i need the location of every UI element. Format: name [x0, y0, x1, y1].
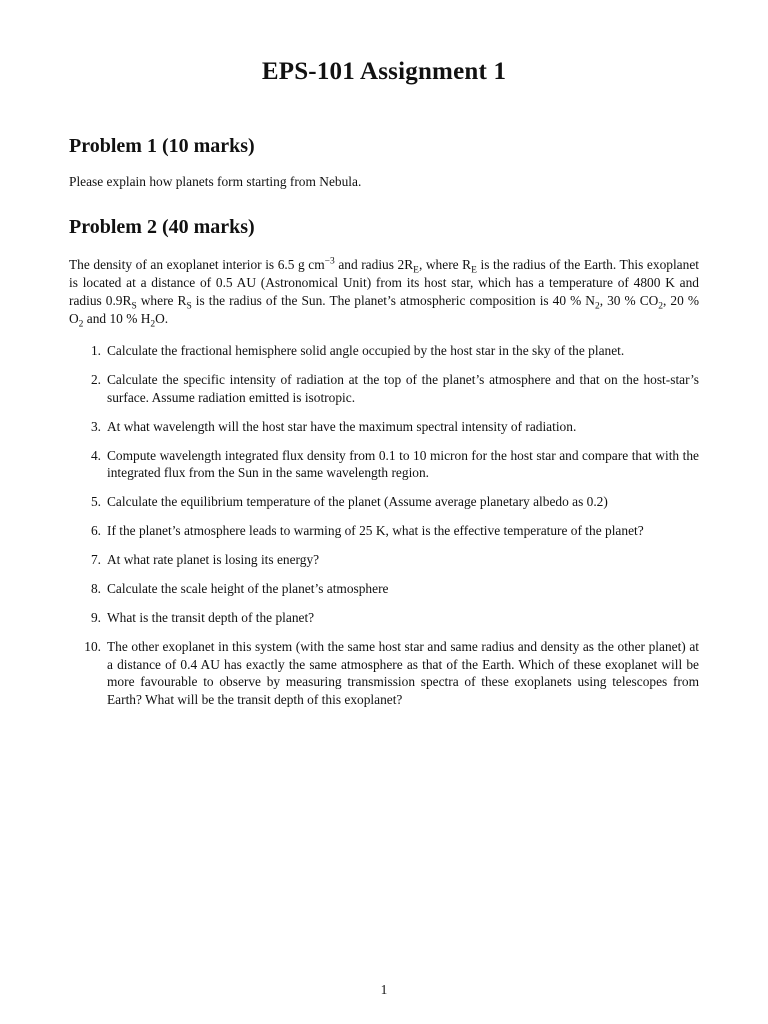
intro-sub-2: E	[413, 265, 419, 276]
question-item	[69, 418, 699, 436]
question-text: Calculate the fractional hemisphere solid angle occupied by the host star in the sky of the planet.	[107, 343, 625, 358]
question-item	[69, 609, 699, 627]
question-number: 1.	[90, 343, 101, 358]
question-number: 6.	[90, 523, 101, 538]
problem-2-heading: Problem 2 (40 marks)	[69, 216, 255, 238]
intro-sup-1: −3	[324, 256, 335, 267]
intro-text-10: O.	[155, 311, 169, 326]
question-item	[69, 493, 699, 511]
problem-1-text: Please explain how planets form starting from Nebula.	[69, 174, 362, 189]
question-text: At what rate planet is losing its energy?	[107, 552, 320, 567]
question-list	[69, 342, 699, 720]
question-text: Compute wavelength integrated flux density from 0.1 to 10 micron for the host star and compare that with the integrated flux from the Sun in the same wavelength region.	[107, 447, 699, 480]
question-item	[69, 522, 699, 540]
intro-text-6: is the radius of the Sun. The planet’s atmospheric composition is 40 % N	[191, 293, 595, 308]
question-number: 9.	[90, 610, 101, 625]
intro-sub-7: 2	[658, 301, 664, 312]
problem-1-heading: Problem 1 (10 marks)	[69, 135, 255, 157]
document-title: EPS-101 Assignment 1	[261, 58, 507, 85]
question-item	[69, 447, 699, 482]
intro-sub-6: 2	[594, 301, 600, 312]
intro-text-9: and 10 % H	[83, 311, 151, 326]
intro-text-1: The density of an exoplanet interior is 6.5 g cm	[69, 257, 325, 272]
question-number: 4.	[90, 447, 101, 463]
intro-text-4: is the radius of the Earth. This exoplanet is located at a distance of 0.5 AU (Astronomical Unit) from its host star, which has a temperature of 4800 K and radius 0.9R	[69, 257, 699, 308]
question-text: The other exoplanet in this system (with the same host star and same radius and density as the other planet) at a distance of 0.4 AU has exactly the same atmosphere as that of the Earth. Which of these exoplanet will be more favourable to observe by measuring transmission spectra of these exoplanets using telescopes from Earth? What will be the transit depth of this exoplanet?	[107, 639, 699, 707]
intro-sub-4: S	[131, 301, 137, 312]
question-number: 3.	[90, 418, 101, 434]
intro-sub-8: 2	[78, 319, 84, 330]
intro-text-8: , 20 % O	[69, 293, 700, 326]
page-number: 1	[380, 982, 388, 997]
intro-text-2: and radius 2R	[334, 257, 414, 272]
intro-sub-5: S	[186, 301, 192, 312]
intro-sub-3: E	[471, 265, 477, 276]
question-number: 2.	[90, 372, 101, 387]
question-text: Calculate the specific intensity of radiation at the top of the planet’s atmosphere and that on the host-star’s surface. Assume radiation emitted is isotropic.	[107, 372, 699, 405]
question-text: What is the transit depth of the planet?	[107, 610, 315, 625]
question-text: At what wavelength will the host star have the maximum spectral intensity of radiation.	[107, 418, 577, 434]
question-number: 8.	[90, 581, 101, 596]
question-number: 7.	[90, 552, 101, 567]
problem-2-intro	[69, 256, 699, 328]
question-number: 10.	[84, 639, 101, 654]
question-item	[69, 342, 699, 360]
intro-text-7: , 30 % CO	[599, 293, 659, 308]
question-text: If the planet’s atmosphere leads to warming of 25 K, what is the effective temperature of the planet?	[107, 523, 644, 538]
intro-sub-9: 2	[150, 319, 156, 330]
question-item	[69, 551, 699, 569]
intro-text-5: where R	[136, 293, 187, 308]
question-number: 5.	[90, 494, 101, 509]
question-item	[69, 371, 699, 406]
question-item	[69, 638, 699, 708]
intro-text-3: , where R	[418, 257, 472, 272]
question-text: Calculate the scale height of the planet’s atmosphere	[107, 581, 389, 596]
question-item	[69, 580, 699, 598]
question-text: Calculate the equilibrium temperature of the planet (Assume average planetary albedo as 0.2)	[107, 494, 608, 509]
